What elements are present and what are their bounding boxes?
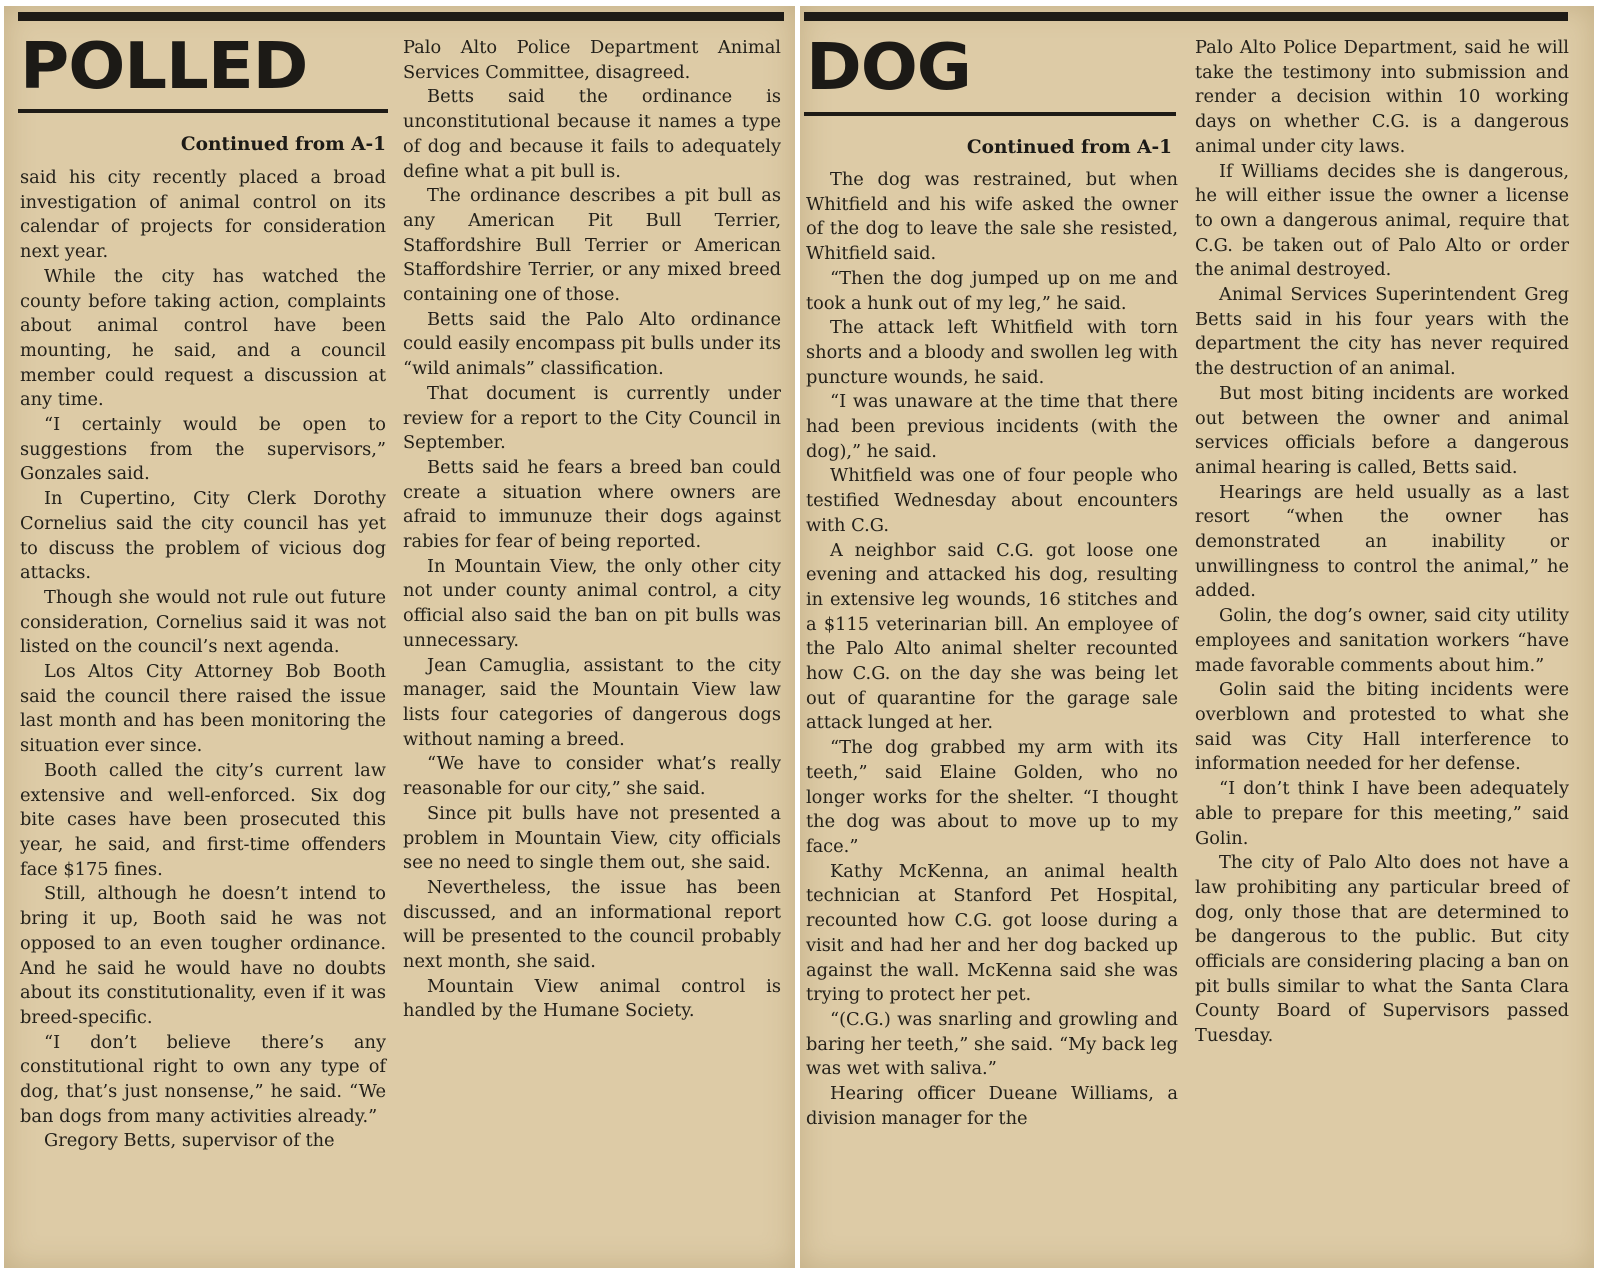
paragraph: The ordinance describes a pit bull as any American Pit Bull Terrier, Staffordshire Bull Terrier or American Staffordshire Terrier, or any mixed breed containing one of those. bbox=[403, 185, 781, 306]
paragraph: Betts said the Palo Alto ordinance could easily encompass pit bulls under its “wild animals” classification. bbox=[403, 308, 781, 380]
paragraph: Though she would not rule out future consideration, Cornelius said it was not listed on the council’s next agenda. bbox=[20, 586, 386, 658]
paragraph: That document is currently under review for a report to the City Council in September. bbox=[403, 382, 781, 454]
paragraph: Animal Services Superintendent Greg Betts said in his four years with the department the city has never required the destruction of an animal. bbox=[1195, 284, 1569, 380]
paragraph: “I don’t believe there’s any constitutional right to own any type of dog, that’s just nonsense,” he said. “We ban dogs from many activities already.” bbox=[20, 1031, 386, 1127]
left-top-rule bbox=[18, 12, 784, 21]
paragraph: “I was unaware at the time that there had been previous incidents (with the dog),” he said. bbox=[806, 391, 1178, 462]
paragraph: Hearings are held usually as a last resort “when the owner has demonstrated an inability or unwillingness to control the animal,” he added. bbox=[1195, 481, 1569, 602]
paragraph: Kathy McKenna, an animal health technician at Stanford Pet Hospital, recounted how C.G. got loose during a visit and had her and her dog backed up against the wall. McKenna said she was trying to protect her pet. bbox=[806, 860, 1178, 1006]
left-headline: POLLED bbox=[20, 30, 308, 104]
paragraph: Betts said the ordinance is unconstitutional because it names a type of dog and because it fails to adequately define what a pit bull is. bbox=[403, 86, 781, 182]
paragraph: Whitfield was one of four people who testified Wednesday about encounters with C.G. bbox=[806, 465, 1178, 536]
paragraph: The attack left Whitfield with torn shorts and a bloody and swollen leg with puncture wounds, he said. bbox=[806, 317, 1178, 388]
paragraph: While the city has watched the county before taking action, complaints about animal control have been mounting, he said, and a council member could request a discussion at any time. bbox=[20, 265, 386, 411]
left-column-2 bbox=[403, 36, 781, 1024]
paragraph: said his city recently placed a broad investigation of animal control on its calendar of projects for consideration next year. bbox=[20, 167, 386, 263]
paragraph: Gregory Betts, supervisor of the bbox=[44, 1130, 335, 1152]
paragraph: Still, although he doesn’t intend to bring it up, Booth said he was not opposed to an even tougher ordinance. And he said he would have no doubts about its constitutionality, even if it was breed-specific. bbox=[20, 883, 386, 1028]
left-continued-label: Continued from A-1 bbox=[180, 134, 386, 155]
paragraph: “I certainly would be open to suggestions from the supervisors,” Gonzales said. bbox=[20, 414, 386, 485]
paragraph: Hearing officer Dueane Williams, a division manager for the bbox=[806, 1083, 1178, 1129]
paragraph: Booth called the city’s current law extensive and well-enforced. Six dog bite cases have been prosecuted this year, he said, and first-time offenders face $175 fines. bbox=[20, 759, 386, 880]
right-column-2 bbox=[1195, 36, 1569, 1049]
left-column-1 bbox=[20, 166, 386, 1154]
paragraph: Nevertheless, the issue has been discussed, and an informational report will be presented to the council probably next month, she said. bbox=[403, 876, 781, 973]
paragraph: Palo Alto Police Department Animal Services Committee, disagreed. bbox=[403, 37, 781, 83]
paragraph: In Cupertino, City Clerk Dorothy Cornelius said the city council has yet to discuss the problem of vicious dog attacks. bbox=[20, 488, 386, 584]
paragraph: Jean Camuglia, assistant to the city manager, said the Mountain View law lists four categories of dangerous dogs without naming a breed. bbox=[403, 654, 781, 750]
paragraph: A neighbor said C.G. got loose one evening and attacked his dog, resulting in extensive leg wounds, 16 stitches and a $115 veterinarian bill. An employee of the Palo Alto animal shelter recounted how C.G. on the day she was being let out of quarantine for the garage sale attack lunged at her. bbox=[806, 539, 1178, 734]
paragraph: Los Altos City Attorney Bob Booth said the council there raised the issue last month and has been monitoring the situation ever since. bbox=[20, 661, 386, 757]
paragraph: The dog was restrained, but when Whitfield and his wife asked the owner of the dog to leave the sale she resisted, Whitfield said. bbox=[806, 169, 1178, 265]
paragraph: In Mountain View, the only other city not under county animal control, a city official also said the ban on pit bulls was unnecessary. bbox=[403, 555, 781, 651]
left-headline-rule bbox=[18, 109, 388, 113]
paragraph: Mountain View animal control is handled by the Humane Society. bbox=[403, 975, 781, 1022]
right-column-1 bbox=[806, 168, 1178, 1131]
paragraph: “The dog grabbed my arm with its teeth,” said Elaine Golden, who no longer works for the shelter. “I thought the dog was about to move up to my face.” bbox=[806, 737, 1178, 857]
paragraph: But most biting incidents are worked out between the owner and animal services officials before a dangerous animal hearing is called, Betts said. bbox=[1195, 382, 1569, 478]
right-continued-label: Continued from A-1 bbox=[966, 137, 1172, 158]
right-headline-rule bbox=[804, 112, 1176, 116]
paragraph: “I don’t think I have been adequately able to prepare for this meeting,” said Golin. bbox=[1195, 778, 1569, 849]
paragraph: “(C.G.) was snarling and growling and baring her teeth,” she said. “My back leg was wet with saliva.” bbox=[806, 1008, 1178, 1080]
paragraph: The city of Palo Alto does not have a law prohibiting any particular breed of dog, only those that are determined to be dangerous to the public. But city officials are considering placing a ban on pit bulls similar to what the Santa Clara County Board of Supervisors passed Tuesday. bbox=[1195, 852, 1569, 1047]
paragraph: “We have to consider what’s really reasonable for our city,” she said. bbox=[403, 753, 781, 800]
paragraph: If Williams decides she is dangerous, he will either issue the owner a license to own a dangerous animal, require that C.G. be taken out of Palo Alto or order the animal destroyed. bbox=[1195, 160, 1569, 281]
paragraph: Golin said the biting incidents were overblown and protested to what she said was City Hall interference to information needed for her defense. bbox=[1195, 679, 1569, 775]
right-top-rule bbox=[804, 12, 1568, 21]
paragraph: “Then the dog jumped up on me and took a hunk out of my leg,” he said. bbox=[806, 267, 1178, 314]
paragraph: Since pit bulls have not presented a problem in Mountain View, city officials see no need to single them out, she said. bbox=[403, 802, 781, 874]
paragraph: Betts said he fears a breed ban could create a situation where owners are afraid to immunuze their dogs against rabies for fear of being reported. bbox=[403, 456, 781, 553]
paragraph: Golin, the dog’s owner, said city utility employees and sanitation workers “have made favorable comments about him.” bbox=[1195, 605, 1569, 676]
right-headline: DOG bbox=[806, 31, 971, 105]
paragraph: Palo Alto Police Department, said he will take the testimony into submission and render a decision within 10 working days on whether C.G. is a dangerous animal under city laws. bbox=[1195, 37, 1569, 157]
